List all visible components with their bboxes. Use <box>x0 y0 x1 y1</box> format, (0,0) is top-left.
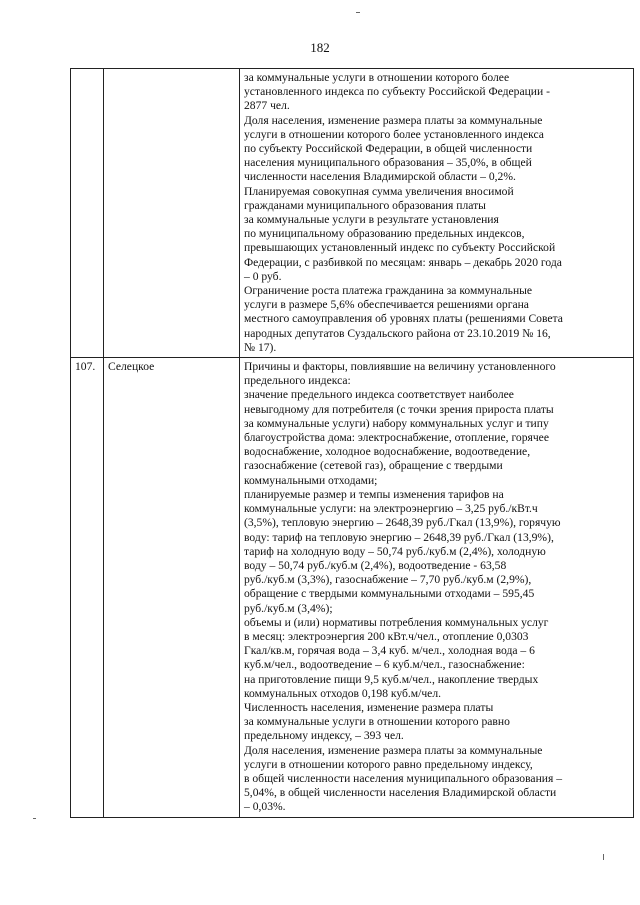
description-line: куб.м/чел., водоотведение – 6 куб.м/чел., газоснабжение: <box>244 658 525 672</box>
description-line: коммунальные услуги: на электроэнергию – 3,25 руб./кВт.ч <box>244 502 538 516</box>
description-line: народных депутатов Суздальского района от 23.10.2019 № 16, <box>244 326 551 340</box>
description-line: установленного индекса по субъекту Российской Федерации - <box>244 85 550 99</box>
scan-speck <box>356 12 360 13</box>
description-line: руб./куб.м (3,3%), газоснабжение – 7,70 руб./куб.м (2,9%), <box>244 573 532 587</box>
description-line: за коммунальные услуги в отношении которого равно <box>244 715 510 729</box>
municipality-name-cell <box>104 69 240 358</box>
description-line: Ограничение роста платежа гражданина за коммунальные <box>244 284 533 298</box>
description-line: газоснабжение (сетевой газ), обращение с твердыми <box>244 459 503 473</box>
table-row <box>71 69 634 358</box>
description-line: услуги в отношении которого более установленного индекса <box>244 127 544 141</box>
description-line: воду: тариф на тепловую энергию – 2648,39 руб./Гкал (13,9%), <box>244 530 554 544</box>
description-line: планируемые размер и темпы изменения тарифов на <box>244 487 504 501</box>
description-line: обращение с твердыми коммунальными отходами – 595,45 <box>244 587 535 601</box>
description-line: Причины и факторы, повлиявшие на величину установленного <box>244 360 556 374</box>
row-number-cell: 107. <box>71 358 104 818</box>
description-cell <box>240 69 634 358</box>
description-line: руб./куб.м (3,4%); <box>244 601 333 615</box>
description-line: гражданами муниципального образования платы <box>244 198 486 212</box>
description-line: значение предельного индекса соответствует наиболее <box>244 388 514 402</box>
description-line: коммунальных отходов 0,198 куб.м/чел. <box>244 686 442 700</box>
description-line: услуги в отношении которого равно предельному индексу, <box>244 757 533 771</box>
description-line: объемы и (или) нормативы потребления коммунальных услуг <box>244 615 549 629</box>
description-line: населения муниципального образования – 35,0%, в общей <box>244 156 532 170</box>
description-line: превышающих установленный индекс по субъекту Российской <box>244 241 556 255</box>
scan-speck <box>603 854 604 860</box>
description-line: Численность населения, изменение размера платы <box>244 700 494 714</box>
description-line: Федерации, с разбивкой по месяцам: январь – декабрь 2020 года <box>244 255 562 269</box>
description-line: невыгодному для потребителя (с точки зрения прироста платы <box>244 402 554 416</box>
description-line: – 0 руб. <box>244 269 282 283</box>
table-row <box>71 358 634 818</box>
description-line: 2877 чел. <box>244 99 290 113</box>
description-line: благоустройства дома: электроснабжение, отопление, горячее <box>244 431 549 445</box>
description-line: Планируемая совокупная сумма увеличения вносимой <box>244 184 514 198</box>
description-line: за коммунальные услуги) набору коммунальных услуг и типу <box>244 416 549 430</box>
description-line: Гкал/кв.м, горячая вода – 3,4 куб. м/чел., холодная вода – 6 <box>244 644 535 658</box>
description-line: местного самоуправления об уровнях платы (решениями Совета <box>244 312 563 326</box>
description-line: водоснабжение, холодное водоснабжение, водоотведение, <box>244 445 531 459</box>
description-line: на приготовление пищи 9,5 куб.м/чел., накопление твердых <box>244 672 539 686</box>
row-number-cell <box>71 69 104 358</box>
description-line: по субъекту Российской Федерации, в общей численности <box>244 142 533 156</box>
description-line: 5,04%, в общей численности населения Владимирской области <box>244 786 557 800</box>
description-line: услуги в размере 5,6% обеспечивается решениями органа <box>244 298 529 312</box>
description-cell <box>240 358 634 818</box>
description-line: коммунальными отходами; <box>244 473 378 487</box>
municipal-index-table <box>70 68 634 818</box>
description-line: за коммунальные услуги в результате установления <box>244 213 499 227</box>
description-line: предельному индексу, – 393 чел. <box>244 729 404 743</box>
scan-speck <box>33 818 36 819</box>
description-line: Доля населения, изменение размера платы за коммунальные <box>244 743 543 757</box>
description-line: в общей численности населения муниципального образования – <box>244 771 563 785</box>
description-line: численности населения Владимирской области – 0,2%. <box>244 170 516 184</box>
description-line: – 0,03%. <box>244 800 286 814</box>
description-line: по муниципальному образованию предельных индексов, <box>244 227 525 241</box>
page-number: 182 <box>310 40 330 55</box>
municipality-name-cell: Селецкое <box>104 358 240 818</box>
description-line: тариф на холодную воду – 50,74 руб./куб.м (2,4%), холодную <box>244 544 546 558</box>
description-line: предельного индекса: <box>244 374 351 388</box>
description-line: Доля населения, изменение размера платы за коммунальные <box>244 113 543 127</box>
description-line: № 17). <box>244 340 277 354</box>
description-line: воду – 50,74 руб./куб.м (2,4%), водоотведение - 63,58 <box>244 558 507 572</box>
description-line: за коммунальные услуги в отношении которого более <box>244 71 510 84</box>
description-line: (3,5%), тепловую энергию – 2648,39 руб./Гкал (13,9%), горячую <box>244 516 561 530</box>
description-line: в месяц: электроэнергия 200 кВт.ч/чел., отопление 0,0303 <box>244 629 529 643</box>
